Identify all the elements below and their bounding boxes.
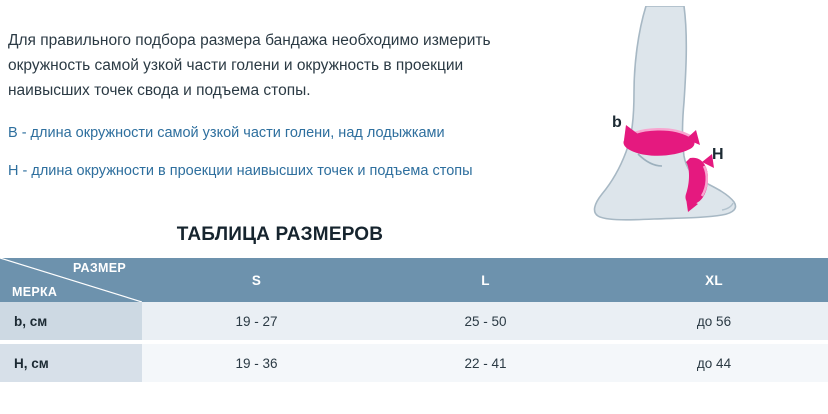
corner-size-label: РАЗМЕР [73, 261, 126, 275]
figure-label-h: H [712, 146, 724, 163]
legend-b: B - длина окружности самой узкой части голени, над лодыжками [8, 125, 445, 141]
cell-b-s: 19 - 27 [142, 302, 371, 340]
row-label-b: b, см [0, 302, 142, 340]
cell-b-l: 25 - 50 [371, 302, 600, 340]
corner-measure-label: МЕРКА [12, 285, 58, 299]
figure-label-b: b [612, 114, 622, 131]
cell-h-xl: до 44 [600, 344, 828, 382]
leg-illustration [576, 6, 820, 234]
table-col-header-s: S [142, 258, 371, 302]
cell-h-l: 22 - 41 [371, 344, 600, 382]
size-table [0, 258, 828, 382]
row-label-h: H, см [0, 344, 142, 382]
table-corner-cell [0, 258, 142, 302]
table-header-row [0, 258, 828, 302]
table-col-header-l: L [371, 258, 600, 302]
table-row [0, 302, 828, 340]
table-col-header-xl: XL [600, 258, 828, 302]
table-title: ТАБЛИЦА РАЗМЕРОВ [176, 224, 384, 245]
legend-h: H - длина окружности в проекции наивысших точек и подъема стопы [8, 163, 473, 179]
leg-silhouette [595, 6, 736, 220]
table-row [0, 344, 828, 382]
intro-paragraph: Для правильного подбора размера бандажа необходимо измерить окружность самой узкой части голени и окружность в проекции наивысших точек свода и подъема стопы. [8, 32, 491, 99]
cell-b-xl: до 56 [600, 302, 828, 340]
cell-h-s: 19 - 36 [142, 344, 371, 382]
intro-block [8, 28, 548, 197]
